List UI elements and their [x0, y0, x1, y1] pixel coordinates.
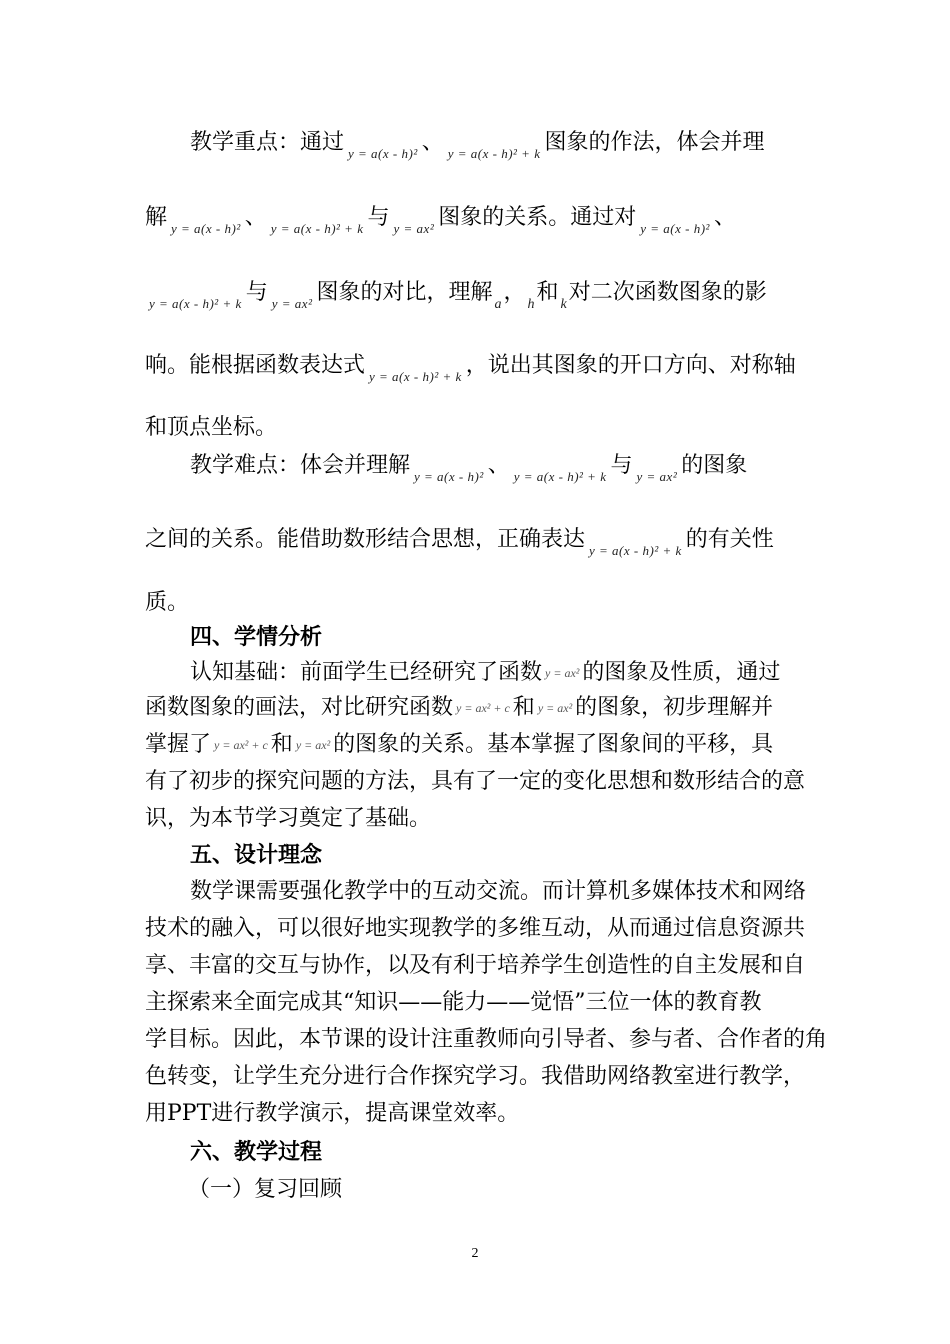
- formula: y = ax² + c: [214, 738, 268, 752]
- text: 、: [421, 130, 444, 155]
- difficulty-line-1: [190, 448, 855, 484]
- text: 和顶点坐标。: [145, 415, 278, 440]
- text: 解: [145, 205, 168, 230]
- text: 教学重点：通过: [190, 130, 345, 155]
- key-points-line-4: [145, 348, 810, 384]
- text: ，说出其图象的开口方向、对称轴: [465, 353, 796, 378]
- formula: y = a(x - h)² + k: [149, 296, 242, 311]
- text: 的图象: [681, 453, 748, 478]
- learner-analysis-line-1: [190, 655, 855, 686]
- text: 的图象，初步理解并: [575, 695, 774, 720]
- formula: y = ax²: [271, 296, 313, 311]
- design-concept-line-2: 技术的融入，可以很好地实现教学的多维互动，从而通过信息资源共: [145, 916, 806, 941]
- formula: y = a(x - h)²: [348, 146, 418, 161]
- design-concept-line-4: 主探索来全面完成其“知识——能力——觉悟”三位一体的教育教: [145, 990, 762, 1015]
- text: 的图象的关系。基本掌握了图象间的平移，具: [333, 732, 774, 757]
- variable: a: [494, 297, 502, 312]
- design-concept-line-6: 色转变，让学生充分进行合作探究学习。我借助网络教室进行教学，: [145, 1064, 806, 1089]
- text: 与: [610, 453, 633, 478]
- text: 对二次函数图象的影: [568, 280, 767, 305]
- learner-analysis-line-3: [145, 727, 810, 758]
- learner-analysis-line-2: [145, 690, 810, 721]
- design-concept-line-3: 享、丰富的交互与协作，以及有利于培养学生创造性的自主发展和自: [145, 953, 806, 978]
- formula: y = a(x - h)²: [640, 221, 710, 236]
- variable: h: [527, 297, 535, 312]
- text: 和: [536, 280, 559, 305]
- formula: y = ax²: [393, 221, 435, 236]
- design-concept-line-5: 学目标。因此，本节课的设计注重教师向引导者、参与者、合作者的角: [145, 1027, 828, 1052]
- text: 、: [487, 453, 510, 478]
- formula: y = ax²: [636, 469, 678, 484]
- learner-analysis-line-5: 识，为本节学习奠定了基础。: [145, 806, 432, 831]
- text: 、: [713, 205, 736, 230]
- text: 之间的关系。能借助数形结合思想，正确表达: [145, 527, 586, 552]
- section-heading-design-concept: 五、设计理念: [190, 842, 323, 868]
- design-concept-line-1: 数学课需要强化教学中的互动交流。而计算机多媒体技术和网络: [190, 879, 807, 904]
- variable: k: [560, 297, 567, 312]
- formula: y = a(x - h)² + k: [369, 369, 462, 384]
- difficulty-line-2: [145, 522, 810, 558]
- text: 教学难点：体会并理解: [190, 453, 411, 478]
- formula: y = ax²: [537, 701, 573, 715]
- formula: y = a(x - h)²: [171, 221, 241, 236]
- text: 质。: [145, 590, 190, 615]
- text: 认知基础：前面学生已经研究了函数: [190, 660, 543, 685]
- section-heading-teaching-process: 六、教学过程: [190, 1139, 323, 1165]
- subsection-review: （一）复习回顾: [188, 1177, 343, 1202]
- formula: y = a(x - h)²: [414, 469, 484, 484]
- text: 和: [512, 695, 535, 720]
- formula: y = a(x - h)² + k: [447, 146, 541, 161]
- text: 、: [244, 205, 267, 230]
- formula: y = ax² + c: [456, 701, 510, 715]
- text: 函数图象的画法，对比研究函数: [145, 695, 454, 720]
- text: ，: [503, 280, 526, 305]
- text: 图象的对比，理解: [316, 280, 493, 305]
- text: 图象的作法，体会并理: [544, 130, 765, 155]
- design-concept-line-7: 用PPT进行教学演示，提高课堂效率。: [145, 1101, 520, 1126]
- difficulty-line-3: [145, 585, 810, 616]
- formula: y = ax²: [545, 666, 580, 680]
- key-points-line-2: [145, 200, 810, 236]
- text: 和: [270, 732, 293, 757]
- key-points-line-3: [145, 275, 810, 312]
- formula: y = a(x - h)² + k: [513, 469, 607, 484]
- text: 与: [245, 280, 268, 305]
- key-points-line-5: [145, 410, 810, 441]
- key-points-line-1: [190, 125, 855, 161]
- text: 响。能根据函数表达式: [145, 353, 366, 378]
- text: 掌握了: [145, 732, 212, 757]
- formula: y = a(x - h)² + k: [589, 543, 682, 558]
- text: 的图象及性质，通过: [582, 660, 781, 685]
- text: 的有关性: [685, 527, 774, 552]
- formula: y = a(x - h)² + k: [270, 221, 364, 236]
- page-number: 2: [471, 1246, 479, 1261]
- section-heading-learner-analysis: 四、学情分析: [190, 624, 323, 650]
- text: 图象的关系。通过对: [438, 205, 637, 230]
- formula: y = ax²: [295, 738, 331, 752]
- text: 与: [367, 205, 390, 230]
- learner-analysis-line-4: 有了初步的探究问题的方法，具有了一定的变化思想和数形结合的意: [145, 769, 806, 794]
